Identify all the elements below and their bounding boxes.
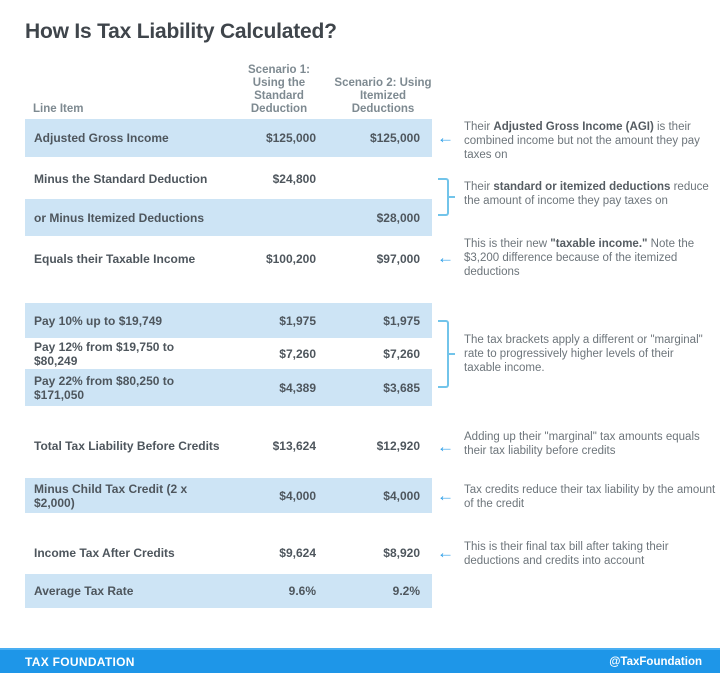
scenario2-value: $7,260 (383, 346, 420, 361)
annotation-tax-brackets (464, 333, 712, 375)
row-label: Pay 12% from $19,750 to $80,249 (34, 339, 175, 368)
column-header-line-item: Line Item (33, 103, 84, 115)
scenario1-value: $125,000 (265, 131, 316, 145)
row-label: Average Tax Rate (34, 584, 134, 598)
footer-bar (0, 648, 720, 673)
annotation-deductions (464, 180, 716, 208)
scenario2-value: $1,975 (383, 313, 420, 328)
column-header-scenario2: Scenario 2: Using Itemized Deductions (334, 77, 432, 115)
scenario1-value: $9,624 (279, 546, 316, 560)
twitter-handle: @TaxFoundation (609, 655, 702, 668)
table-row-agi (25, 119, 432, 157)
scenario2-value: $4,000 (383, 488, 420, 503)
annotation-text: Their (464, 121, 494, 133)
row-label: Pay 22% from $80,250 to $171,050 (34, 373, 175, 402)
scenario2-value: $3,685 (383, 380, 420, 395)
annotation-text: Their (464, 181, 494, 193)
scenario1-value: $7,260 (279, 346, 316, 361)
annotation-text: This is their new (464, 238, 551, 250)
scenario1-value: $4,389 (279, 380, 316, 395)
table-row-taxable-income (25, 240, 432, 277)
table-row-bracket-10 (25, 303, 432, 338)
arrow-left-icon: ← (437, 437, 454, 456)
arrow-left-icon: ← (437, 128, 454, 147)
scenario1-value: $100,200 (265, 251, 316, 266)
page-title: How Is Tax Liability Calculated? (25, 20, 337, 43)
row-label: Total Tax Liability Before Credits (34, 439, 220, 453)
table-row-income-tax-after-credits (25, 536, 432, 570)
annotation-text: Note the $3,200 difference because of the itemized deductions (464, 238, 695, 278)
scenario1-value: $4,000 (279, 488, 316, 503)
annotation-final-tax-bill (464, 540, 720, 568)
row-label: Equals their Taxable Income (34, 251, 196, 266)
scenario2-value: $97,000 (376, 251, 420, 266)
annotation-bold-text: Adjusted Gross Income (AGI) (493, 121, 654, 133)
row-label: Minus the Standard Deduction (34, 171, 208, 186)
table-row-itemized-deductions (25, 199, 432, 236)
brand-text: TAX FOUNDATION (25, 654, 135, 669)
row-label: Pay 10% up to $19,749 (34, 313, 163, 328)
annotation-text: The tax brackets apply a different or "marginal" rate to progressively higher levels of their taxable income. (464, 334, 703, 374)
annotation-text: is their combined income but not the amount they pay taxes on (464, 121, 700, 161)
annotation-bold-text: standard or itemized deductions (493, 181, 671, 193)
table-row-bracket-22 (25, 369, 432, 406)
annotation-agi (464, 120, 716, 162)
row-label: Income Tax After Credits (34, 546, 175, 560)
scenario2-value: $125,000 (369, 131, 420, 145)
table-header (25, 60, 432, 118)
table-row-total-liability (25, 428, 432, 464)
table-row-average-tax-rate (25, 574, 432, 608)
scenario2-value: $8,920 (383, 546, 420, 560)
bracket-icon (438, 178, 449, 216)
scenario1-value: $13,624 (272, 439, 316, 453)
annotation-taxable-income (464, 237, 716, 279)
scenario2-value: 9.2% (392, 584, 420, 598)
scenario2-value: $28,000 (376, 210, 420, 225)
scenario1-value: 9.6% (288, 584, 316, 598)
annotation-tax-credits (464, 483, 716, 511)
arrow-left-icon: ← (437, 248, 454, 267)
annotation-text: This is their final tax bill after taking their deductions and credits into account (464, 541, 669, 567)
annotation-text: Tax credits reduce their tax liability by the amount of the credit (464, 484, 716, 510)
scenario2-value: $12,920 (376, 439, 420, 453)
table-row-standard-deduction (25, 160, 432, 197)
table-row-child-tax-credit (25, 478, 432, 513)
row-label: Adjusted Gross Income (34, 131, 169, 145)
row-label: or Minus Itemized Deductions (34, 210, 205, 225)
column-header-scenario1: Scenario 1: Using the Standard Deduction (248, 64, 310, 115)
table-row-bracket-12 (25, 339, 432, 368)
arrow-left-icon: ← (437, 486, 454, 505)
arrow-left-icon: ← (437, 543, 454, 562)
scenario1-value: $24,800 (272, 171, 316, 186)
annotation-text: reduce the amount of income they pay taxes on (464, 181, 709, 207)
bracket-icon (438, 320, 449, 388)
annotation-bold-text: "taxable income." (550, 238, 648, 250)
annotation-text: Adding up their "marginal" tax amounts equals their tax liability before credits (464, 431, 700, 457)
annotation-liability-before-credits (464, 430, 716, 458)
scenario1-value: $1,975 (279, 313, 316, 328)
row-label: Minus Child Tax Credit (2 x $2,000) (34, 481, 188, 510)
